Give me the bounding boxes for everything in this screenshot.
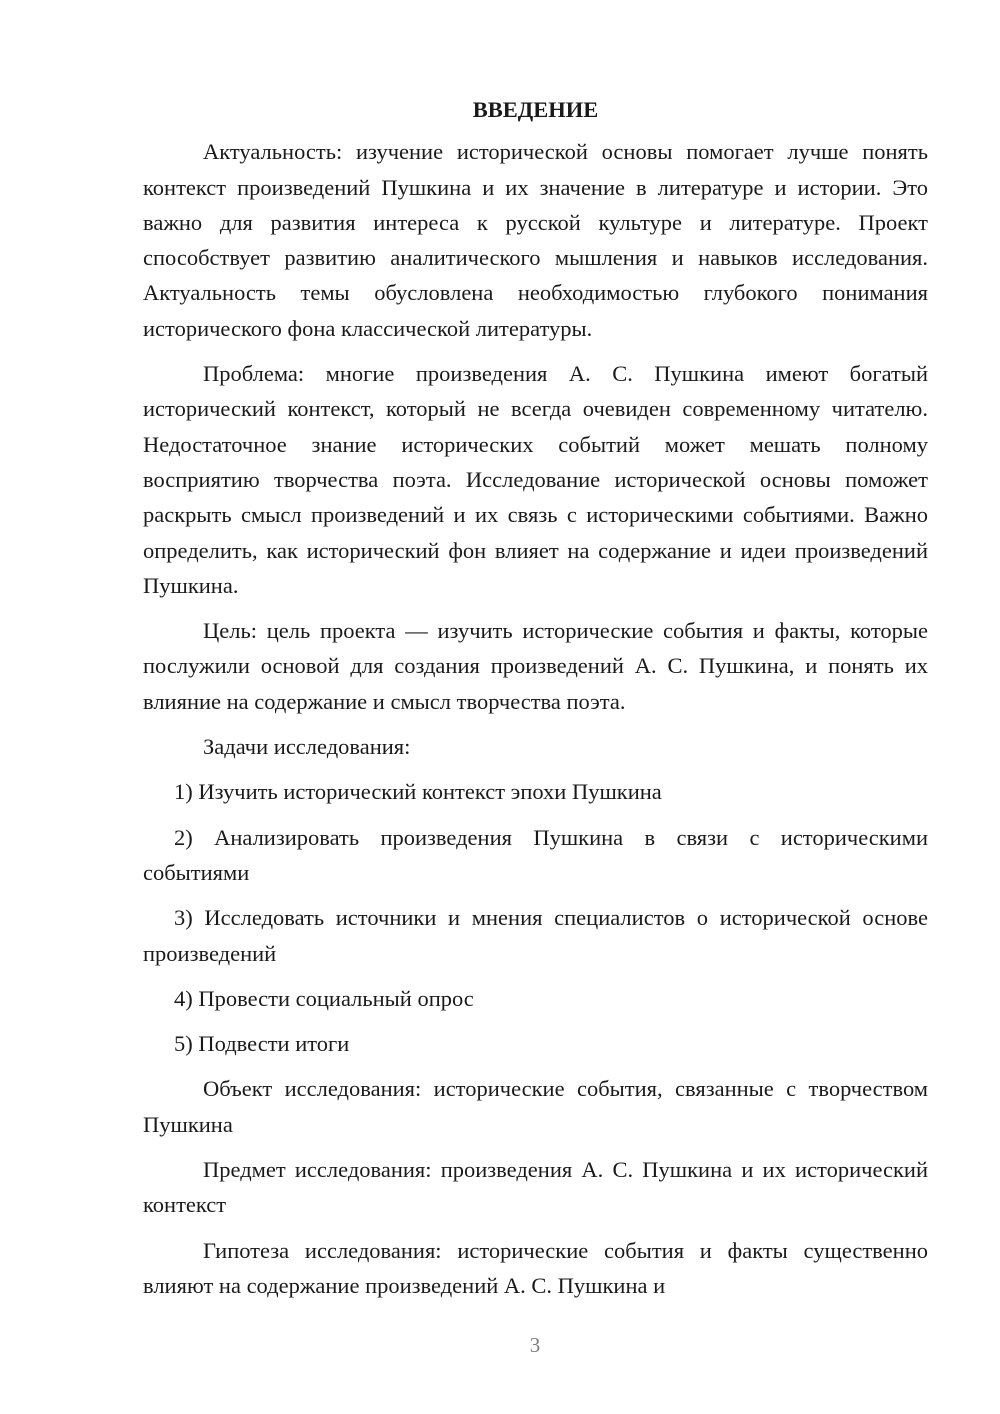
tasks-heading: Задачи исследования: bbox=[203, 734, 411, 760]
task-item-5: 5) Подвести итоги bbox=[174, 1031, 350, 1057]
document-page bbox=[143, 92, 928, 1313]
object-paragraph: Объект исследования: исторические события, связанные с творчеством Пушкина bbox=[143, 1076, 928, 1137]
page-number: 3 bbox=[529, 1333, 541, 1357]
hypothesis-paragraph: Гипотеза исследования: исторические события и факты существенно влияют на содержание произведений А. С. Пушкина и bbox=[143, 1237, 928, 1298]
section-heading: ВВЕДЕНИЕ bbox=[472, 97, 599, 122]
subject-paragraph: Предмет исследования: произведения А. С. Пушкина и их исторический контекст bbox=[143, 1157, 928, 1218]
task-item-3: 3) Исследовать источники и мнения специалистов о исторической основе произведений bbox=[143, 905, 928, 966]
goal-paragraph: Цель: цель проекта — изучить исторические события и факты, которые послужили основой для создания произведений А. С. Пушкина, и понять их влияние на содержание и смысл творчества поэта. bbox=[143, 618, 928, 714]
task-item-4: 4) Провести социальный опрос bbox=[174, 985, 474, 1011]
relevance-paragraph: Актуальность: изучение исторической основы помогает лучше понять контекст произведений Пушкина и их значение в литературе и истории. Это важно для развития интереса к русской культуре и литературе. Проект способствует развитию аналитического мышления и навыков исследования. Актуальность темы обусловлена необходимостью глубокого понимания исторического фона классической литературы. bbox=[143, 139, 928, 341]
task-item-2: 2) Анализировать произведения Пушкина в связи с историческими событиями bbox=[143, 824, 928, 885]
problem-paragraph: Проблема: многие произведения А. С. Пушкина имеют богатый исторический контекст, который не всегда очевиден современному читателю. Недостаточное знание исторических событий может мешать полному восприятию творчества поэта. Исследование исторической основы поможет раскрыть смысл произведений и их связь с историческими событиями. Важно определить, как исторический фон влияет на содержание и идеи произведений Пушкина. bbox=[143, 361, 928, 598]
task-item-1: 1) Изучить исторический контекст эпохи Пушкина bbox=[174, 779, 662, 805]
